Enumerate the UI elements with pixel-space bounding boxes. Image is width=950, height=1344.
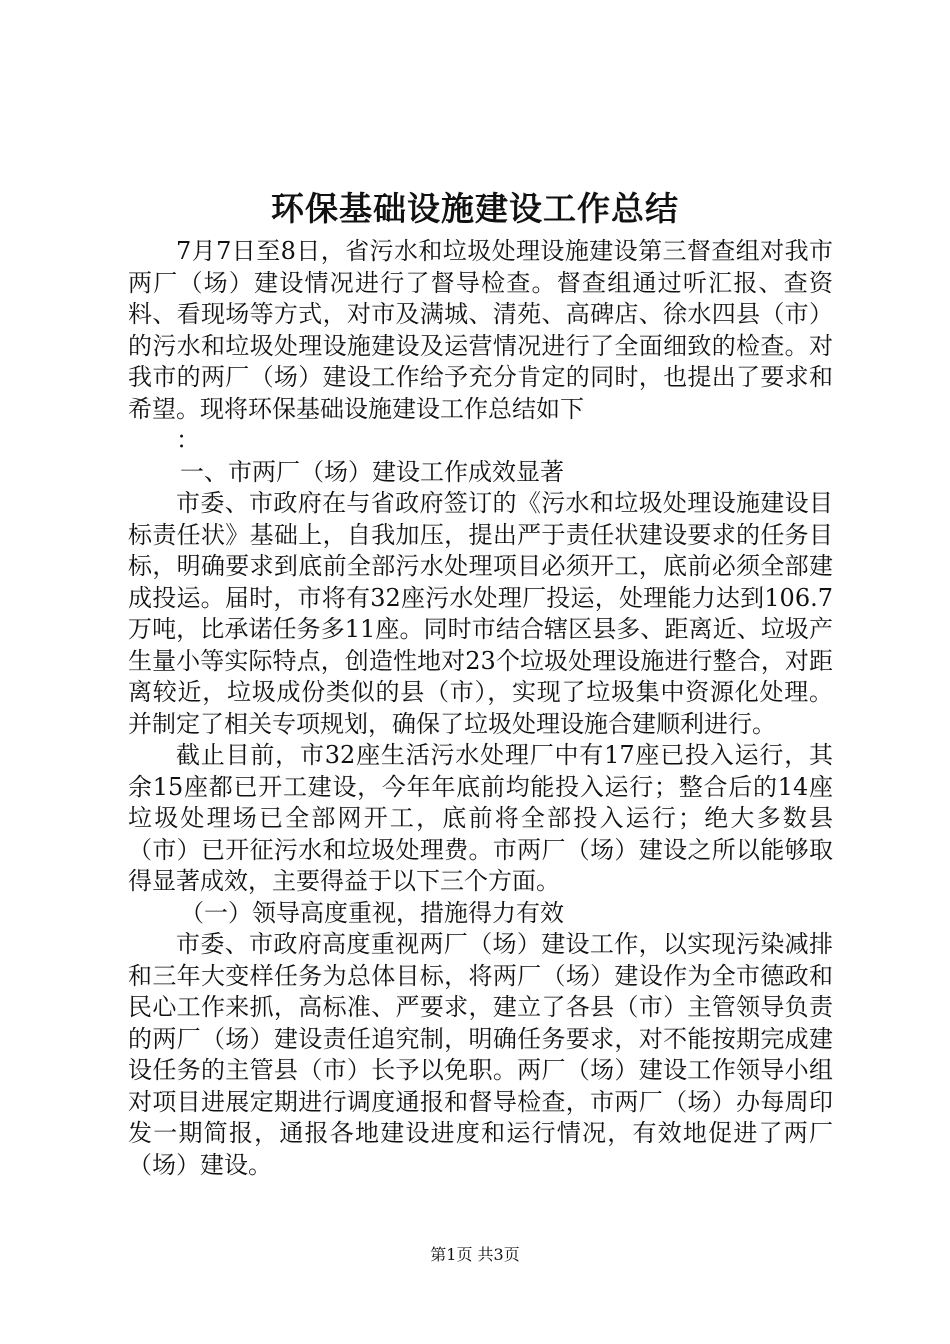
body-paragraph: ： bbox=[176, 426, 200, 454]
section-heading: 一、市两厂（场）建设工作成效显著 bbox=[180, 457, 564, 486]
document-body bbox=[128, 236, 833, 1181]
body-paragraph: 截止目前，市32座生活污水处理厂中有17座已投入运行，其余15座都已开工建设，今年年底前均能投入运行；整合后的14座垃圾处理场已全部网开工，底前将全部投入运行；绝大多数县（市）已开征污水和垃圾处理费。市两厂（场）建设之所以能够取得显著成效，主要得益于以下三个方面。 bbox=[128, 741, 833, 895]
body-paragraph: 市委、市政府在与省政府签订的《污水和垃圾处理设施建设目标责任状》基础上，自我加压，提出严于责任状建设要求的任务目标，明确要求到底前全部污水处理项目必须开工，底前必须全部建成投运。届时，市将有32座污水处理厂投运，处理能力达到106.7万吨，比承诺任务多11座。同时市结合辖区县多、距离近、垃圾产生量小等实际特点，创造性地对23个垃圾处理设施进行整合，对距离较近，垃圾成份类似的县（市），实现了垃圾集中资源化处理。并制定了相关专项规划，确保了垃圾处理设施合建顺利进行。 bbox=[128, 489, 833, 738]
document-title: 环保基础设施建设工作总结 bbox=[271, 189, 679, 228]
body-paragraph: 市委、市政府高度重视两厂（场）建设工作，以实现污染减排和三年大变样任务为总体目标，将两厂（场）建设作为全市德政和民心工作来抓，高标准、严要求，建立了各县（市）主管领导负责的两厂（场）建设责任追究制，明确任务要求，对不能按期完成建设任务的主管县（市）长予以免职。两厂（场）建设工作领导小组对项目进展定期进行调度通报和督导检查，市两厂（场）办每周印发一期简报，通报各地建设进度和运行情况，有效地促进了两厂（场）建设。 bbox=[128, 930, 833, 1179]
subsection-heading: （一）领导高度重视，措施得力有效 bbox=[180, 898, 564, 927]
body-paragraph: 7月7日至8日，省污水和垃圾处理设施建设第三督查组对我市两厂（场）建设情况进行了督导检查。督查组通过听汇报、查资料、看现场等方式，对市及满城、清苑、高碑店、徐水四县（市）的污水和垃圾处理设施建设及运营情况进行了全面细致的检查。对我市的两厂（场）建设工作给予充分肯定的同时，也提出了要求和希望。现将环保基础设施建设工作总结如下 bbox=[128, 237, 833, 423]
page-footer: 第1页 共3页 bbox=[430, 1245, 520, 1264]
